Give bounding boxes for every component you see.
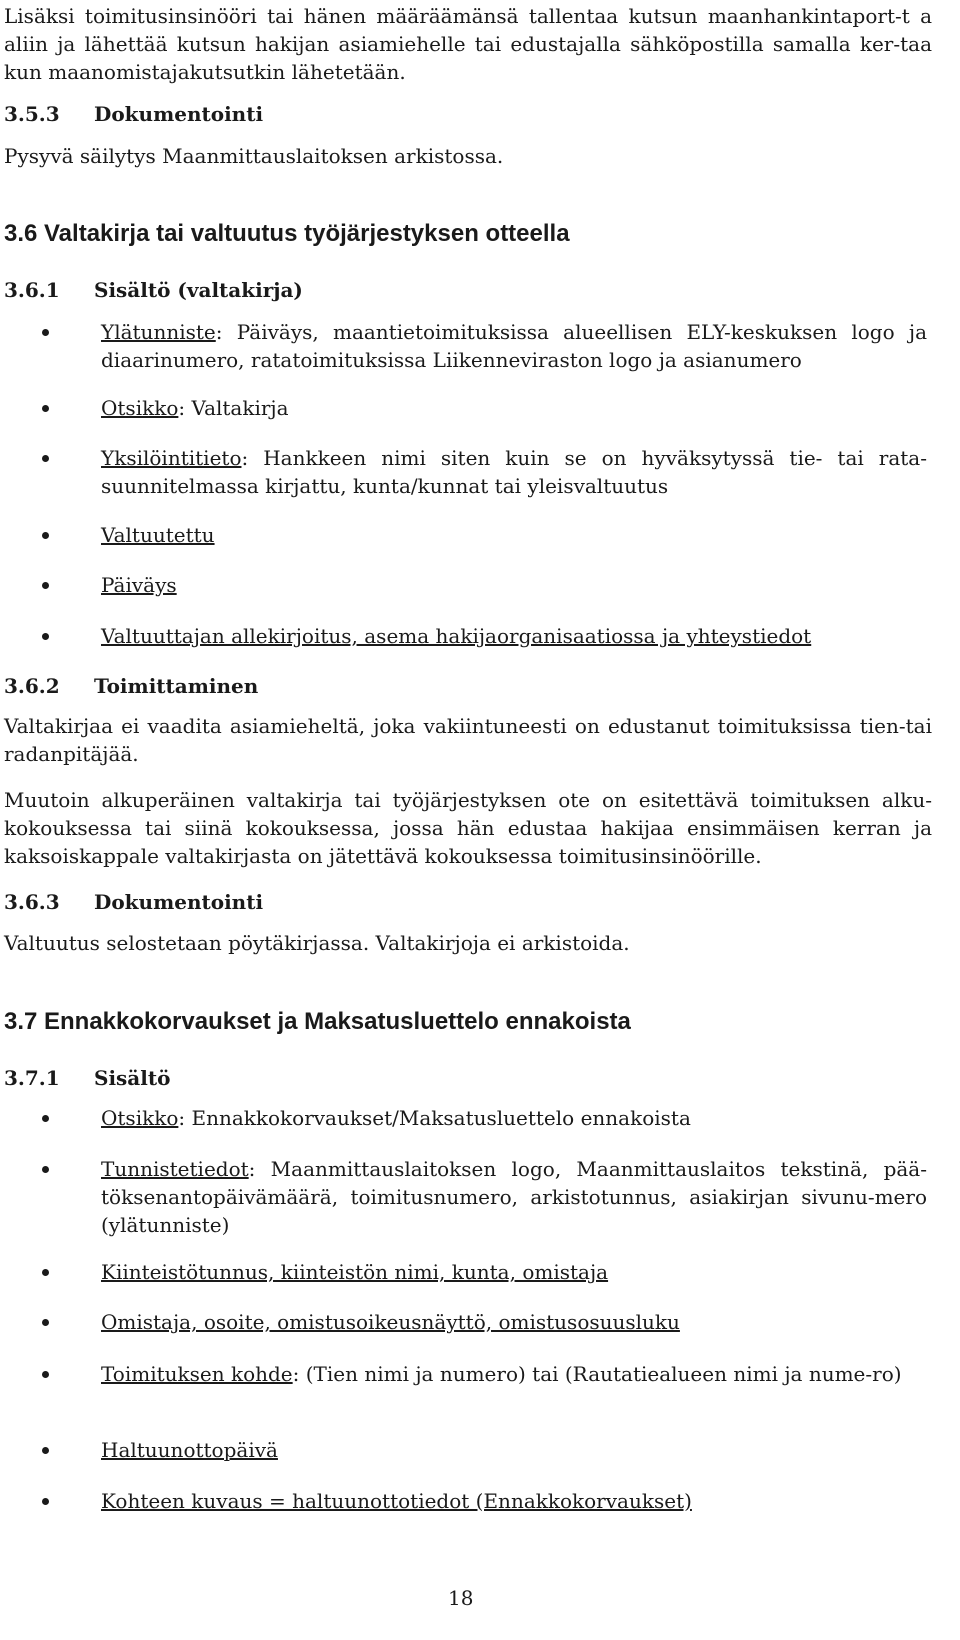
heading-3-6 [4,218,570,250]
heading-title: Ennakkokorvaukset ja Maksatusluettelo ennakoista [44,1008,631,1035]
item-label: Ylätunniste [101,320,216,344]
paragraph-3-6-2-b: Muutoin alkuperäinen valtakirja tai työjärjestyksen ote on esitettävä toimituksen alku-kokouksessa tai siinä kokouksessa, jossa hän edustaa hakijaa ensimmäisen kerran ja kaksoiskappale valtakirjasta on jätettävä kokouksessa toimitusinsinöörille. [4,788,932,868]
heading-title: Valtakirja tai valtuutus työjärjestyksen otteella [44,220,570,247]
item-label: Päiväys [101,573,177,597]
heading-title: Sisältö (valtakirja) [94,278,303,302]
item-text: : Päiväys, maantietoimituksissa alueellisen ELY-keskuksen logo ja diaarinumero, ratatoimituksissa Liikenneviraston logo ja asianumero [101,320,927,372]
heading-title: Dokumentointi [94,102,264,126]
heading-number: 3.7.1 [4,1066,60,1090]
item-label: Otsikko [101,396,179,420]
item-label: Toimituksen kohde [101,1362,293,1386]
heading-3-6-2 [4,672,258,700]
heading-number: 3.5.3 [4,102,60,126]
heading-title: Sisältö [94,1066,171,1090]
heading-3-7-1 [4,1064,170,1092]
item-label: Otsikko [101,1106,179,1130]
item-label: Omistaja, osoite, omistusoikeusnäyttö, omistusosuusluku [101,1310,680,1334]
heading-number: 3.6.2 [4,674,60,698]
item-text: : Hankkeen nimi siten kuin se on hyväksytyssä tie- tai rata-suunnitelmassa kirjattu, kunta/kunnat tai yleisvaltuutus [101,446,927,498]
item-label: Yksilöintitieto [101,446,242,470]
item-label: Haltuunottopäivä [101,1438,278,1462]
paragraph-3-5-3: Pysyvä säilytys Maanmittauslaitoksen arkistossa. [4,144,504,168]
item-label: Valtuuttajan allekirjoitus, asema hakijaorganisaatiossa ja yhteystiedot [101,624,812,648]
item-label: Kohteen kuvaus = haltuunottotiedot (Ennakkokorvaukset) [101,1489,692,1513]
item-text: : Maanmittauslaitoksen logo, Maanmittauslaitos tekstinä, pää-töksenantopäivämäärä, toimitusnumero, arkistotunnus, asiakirjan sivunu-mero (ylätunniste) [101,1157,927,1237]
bullet-icon [42,455,49,462]
bullet-icon [42,1319,49,1326]
heading-3-6-1 [4,276,303,304]
item-label: Valtuutettu [101,523,215,547]
heading-3-6-3 [4,888,263,916]
paragraph-3-6-3: Valtuutus selostetaan pöytäkirjassa. Valtakirjoja ei arkistoida. [4,931,630,955]
heading-number: 3.6.1 [4,278,60,302]
paragraph-3-6-2-a: Valtakirjaa ei vaadita asiamieheltä, joka vakiintuneesti on edustanut toimituksissa tien-tai radanpitäjää. [4,714,932,766]
bullet-icon [42,329,49,336]
item-text: : Valtakirja [178,396,289,420]
heading-title: Toimittaminen [94,674,259,698]
item-text: : (Tien nimi ja numero) tai (Rautatiealueen nimi ja nume-ro) [292,1362,902,1386]
bullet-icon [42,633,49,640]
item-label: Tunnistetiedot [101,1157,249,1181]
bullet-icon [42,1371,49,1378]
bullet-icon [42,1166,49,1173]
heading-3-5-3 [4,100,263,128]
heading-title: Dokumentointi [94,890,264,914]
bullet-icon [42,1447,49,1454]
intro-paragraph: Lisäksi toimitusinsinööri tai hänen määräämänsä tallentaa kutsun maanhankintaport-t a aliin ja lähettää kutsun hakijan asiamiehelle tai edustajalla sähköpostilla samalla ker-taa kun maanomistajakutsutkin lähetetään. [4,4,932,84]
bullet-icon [42,1269,49,1276]
bullet-icon [42,582,49,589]
document-page [4,0,934,1640]
bullet-icon [42,532,49,539]
item-label: Kiinteistötunnus, kiinteistön nimi, kunta, omistaja [101,1260,609,1284]
page-number: 18 [448,1586,474,1610]
heading-number: 3.6.3 [4,890,60,914]
heading-3-7 [4,1006,631,1038]
bullet-icon [42,1498,49,1505]
bullet-icon [42,1115,49,1122]
heading-number: 3.7 [4,1008,38,1035]
item-text: : Ennakkokorvaukset/Maksatusluettelo ennakoista [178,1106,691,1130]
heading-number: 3.6 [4,220,38,247]
bullet-icon [42,405,49,412]
